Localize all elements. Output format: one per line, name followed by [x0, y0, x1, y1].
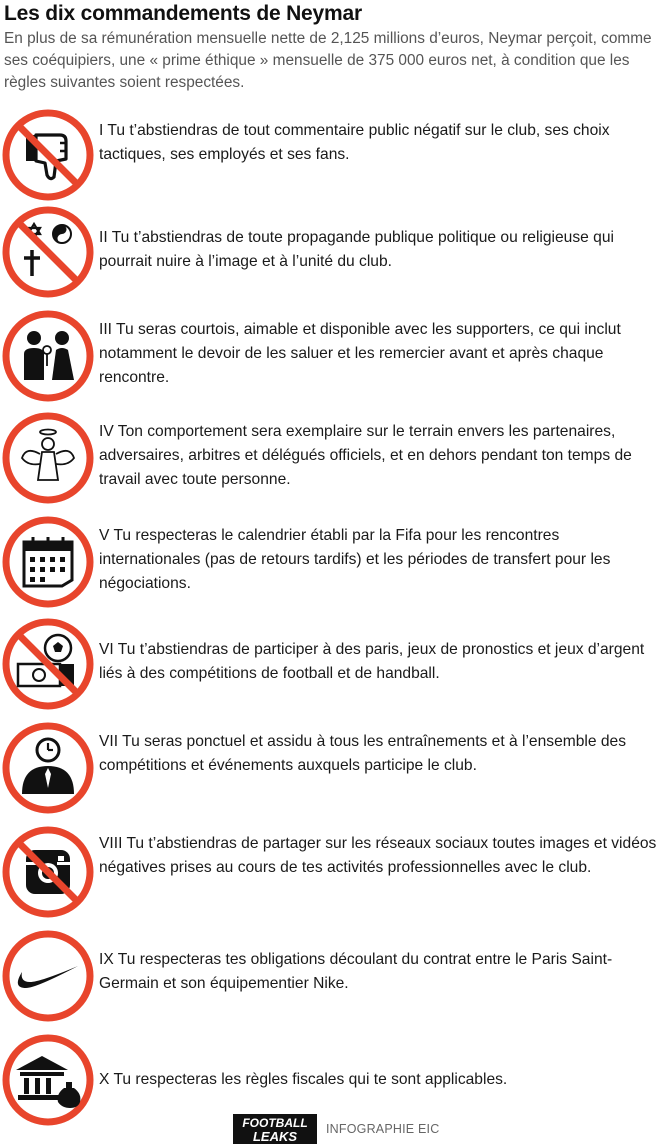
commandment-text: I Tu t’abstiendras de tout commentaire public négatif sur le club, ses choix tactiques, ses employés et ses fans. [99, 122, 610, 163]
logo-line-2: LEAKS [252, 1129, 298, 1144]
commandment-text: II Tu t’abstiendras de toute propagande publique politique ou religieuse qui pourrait nuire à l’image et à l’unité du club. [99, 229, 614, 270]
commandment-2 [0, 204, 662, 304]
intro-text: En plus de sa rémunération mensuelle nette de 2,125 millions d’euros, Neymar perçoit, comme ses coéquipiers, une « prime éthique » mensuelle de 375 000 euros net, à condition que les règles suivantes soient respectées. [4, 30, 652, 91]
commandment-6 [0, 616, 662, 716]
football-leaks-logo [233, 1114, 317, 1144]
commandment-1 [0, 107, 662, 207]
religious-symbols-icon [0, 204, 96, 300]
commandment-text: IX Tu respecteras tes obligations découlant du contrat entre le Paris Saint-Germain et son équipementier Nike. [99, 951, 613, 992]
tax-bank-icon [0, 1032, 96, 1128]
credit-text: INFOGRAPHIE EIC [326, 1122, 440, 1136]
betting-icon [0, 616, 96, 712]
commandment-3 [0, 308, 662, 408]
punctual-person-icon [0, 720, 96, 816]
nike-swoosh-icon [0, 928, 96, 1024]
commandment-4 [0, 410, 662, 510]
commandment-text: III Tu seras courtois, aimable et disponible avec les supporters, ce qui inclut notamment le devoir de les saluer et les remercier avant et après chaque rencontre. [99, 321, 621, 386]
commandment-5 [0, 514, 662, 614]
thumbs-down-icon [0, 107, 96, 203]
commandment-text: VIII Tu t’abstiendras de partager sur les réseaux sociaux toutes images et vidéos négatives prises au cours de tes activités professionnelles avec le club. [99, 835, 657, 876]
logo-line-1: FOOTBALL [242, 1116, 308, 1130]
instagram-icon [0, 824, 96, 920]
commandment-text: X Tu respecteras les règles fiscales qui te sont applicables. [99, 1071, 508, 1088]
angel-icon [0, 410, 96, 506]
commandment-text: IV Ton comportement sera exemplaire sur le terrain envers les partenaires, adversaires, arbitres et délégués officiels, et en dehors pendant ton temps de travail avec toute personne. [99, 423, 632, 488]
calendar-icon [0, 514, 96, 610]
supporters-icon [0, 308, 96, 404]
commandment-9 [0, 928, 662, 1028]
commandment-10 [0, 1032, 662, 1132]
commandment-text: VII Tu seras ponctuel et assidu à tous les entraînements et à l’ensemble des compétitions et événements auxquels participe le club. [99, 733, 627, 774]
commandment-7 [0, 720, 662, 820]
commandment-8 [0, 824, 662, 924]
commandment-text: VI Tu t’abstiendras de participer à des paris, jeux de pronostics et jeux d’argent liés à des compétitions de football et de handball. [99, 641, 645, 682]
page-title: Les dix commandements de Neymar [4, 2, 362, 25]
commandment-text: V Tu respecteras le calendrier établi par la Fifa pour les rencontres internationales (pas de retours tardifs) et les périodes de transfert pour les négociations. [99, 527, 611, 592]
